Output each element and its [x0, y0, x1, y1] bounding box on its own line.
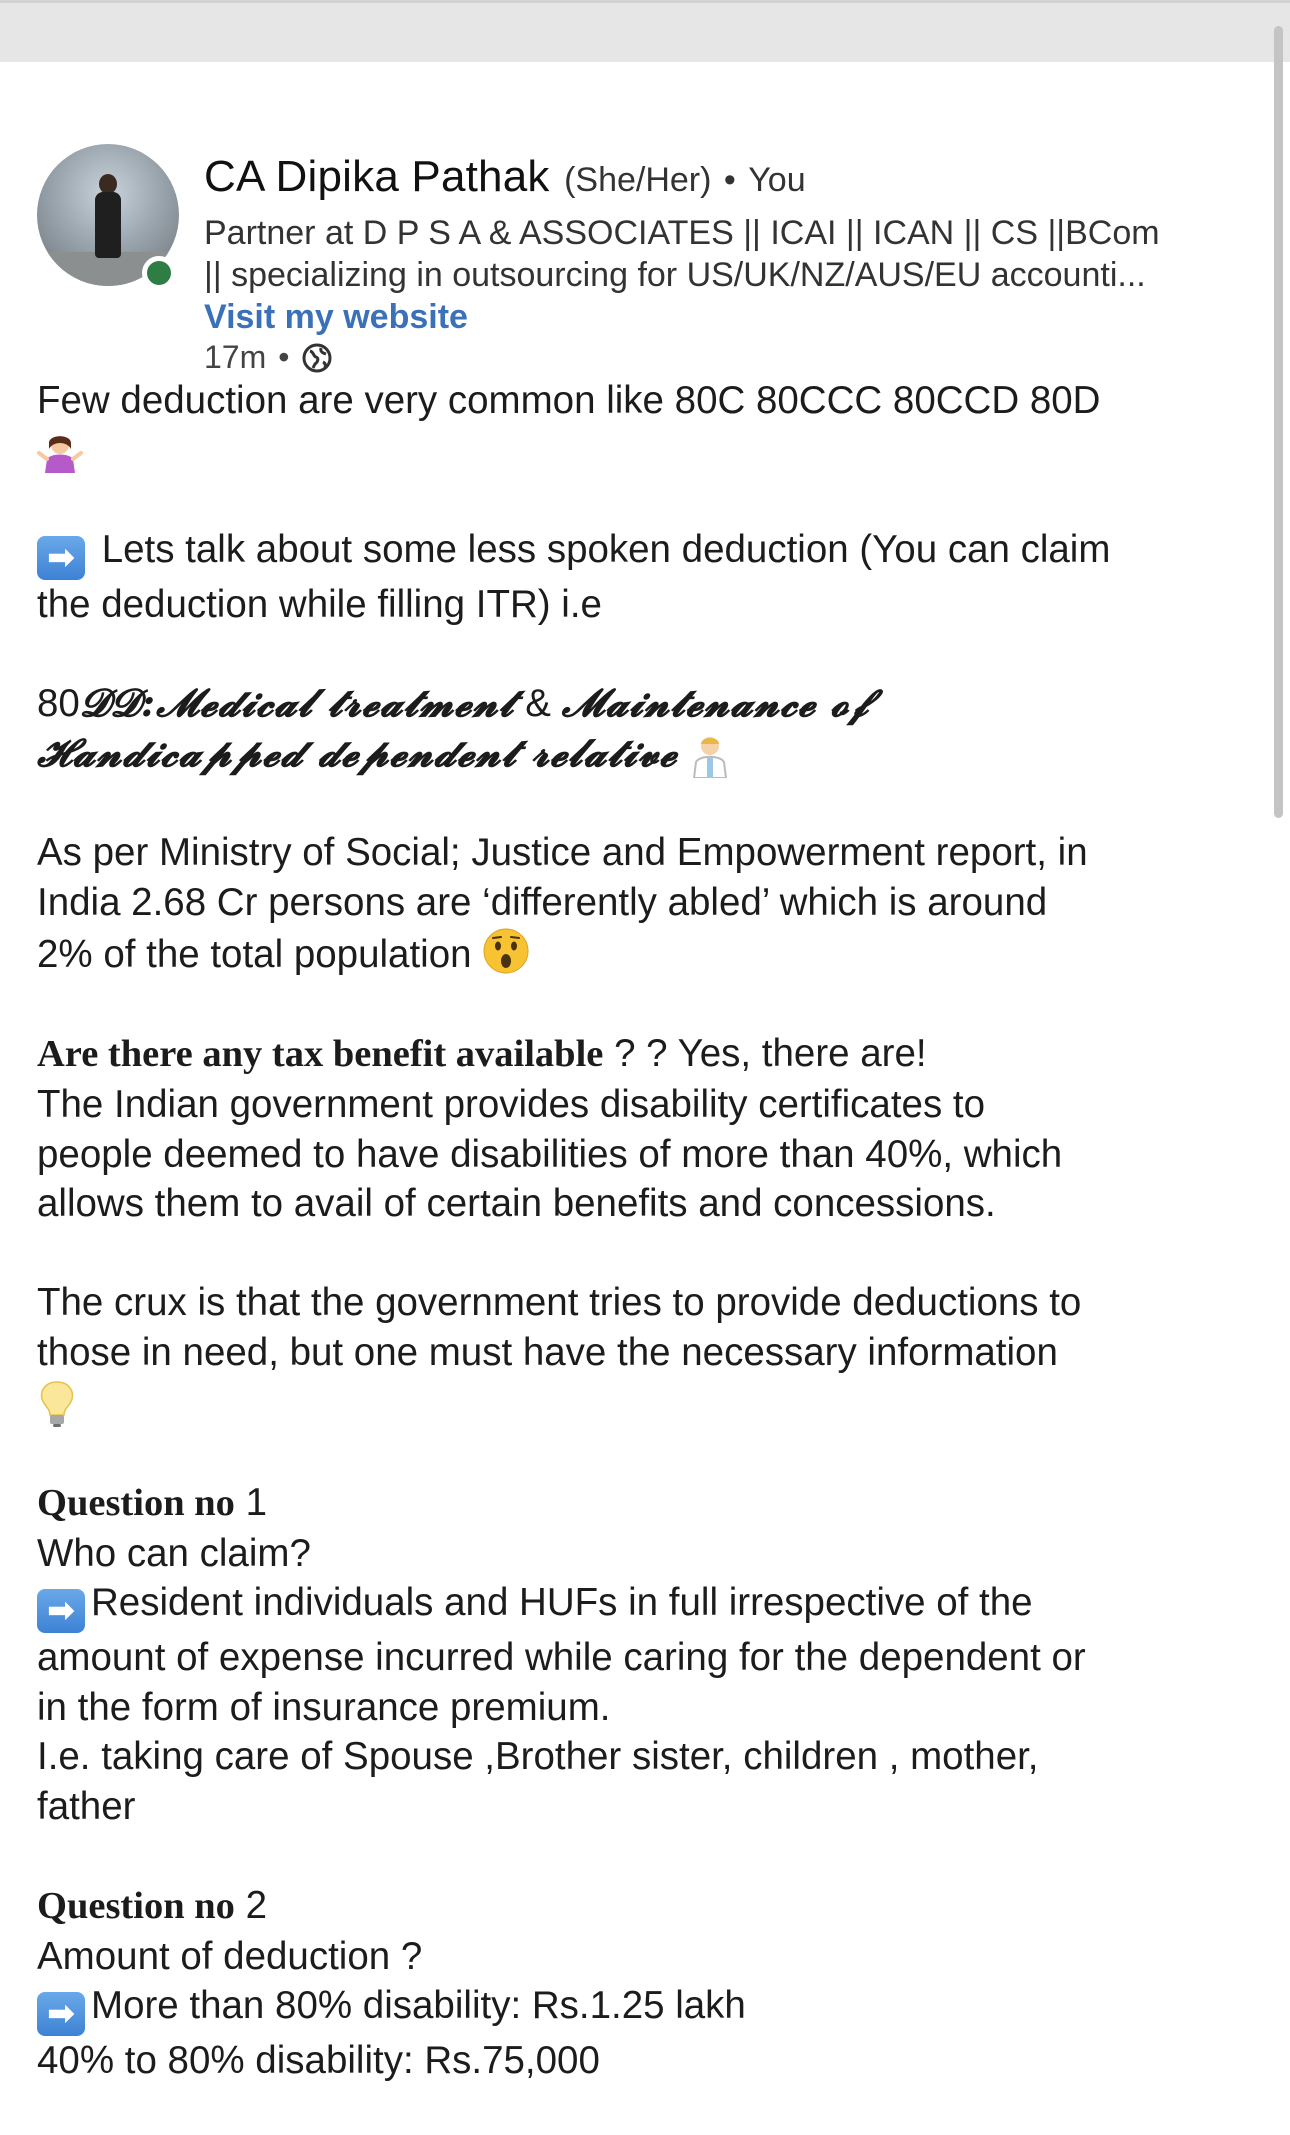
health-worker-emoji-icon [688, 732, 732, 778]
body-line: The crux is that the government tries to provide deductions to [37, 1281, 1082, 1325]
author-name[interactable]: CA Dipika Pathak [204, 152, 550, 201]
body-line [37, 927, 1267, 980]
headline-line-2: || specializing in outsourcing for US/UK/NZ/AUS/EU accounti... [204, 256, 1146, 294]
body-line: those in need, but one must have the necessary information [37, 1330, 1058, 1374]
arrow-right-icon: ➡ [37, 536, 85, 580]
bold-question: Are there any tax benefit available [37, 1033, 604, 1076]
online-status-dot [142, 256, 176, 290]
globe-icon [301, 342, 333, 374]
body-text-span: 2% of the total population [37, 933, 472, 977]
post-body [37, 376, 1267, 2135]
bold-question-label: Question no [37, 1884, 235, 1927]
body-line [37, 1378, 1267, 1429]
body-line: As per Ministry of Social; Justice and Empowerment report, in [37, 831, 1088, 875]
body-line: Few deduction are very common like 80C 80CCC 80CCD 80D [37, 379, 1101, 422]
body-line [37, 1478, 1267, 1529]
visit-website-link[interactable]: Visit my website [204, 298, 468, 336]
headline-line-1: Partner at D P S A & ASSOCIATES || ICAI || ICAN || CS ||BCom [204, 214, 1160, 252]
top-bar [0, 0, 1290, 62]
post-meta [204, 339, 333, 376]
paragraph-crux [37, 1278, 1267, 1428]
paragraph-tax-benefit [37, 1029, 1267, 1228]
author-separator: • [723, 161, 736, 199]
shrug-emoji-icon [37, 429, 83, 475]
body-line: allows them to avail of certain benefits and concessions. [37, 1182, 996, 1226]
body-line: I.e. taking care of Spouse ,Brother sister, children , mother, [37, 1735, 1039, 1779]
paragraph-less-spoken [37, 525, 1267, 629]
paragraph-statistics [37, 828, 1267, 980]
body-line [37, 1578, 1267, 1633]
post-card [0, 62, 1290, 2130]
meta-separator: • [278, 339, 290, 375]
body-line: India 2.68 Cr persons are ‘differently abled’ which is around [37, 880, 1048, 924]
avatar-figure-head [99, 174, 117, 194]
body-line [37, 426, 1267, 476]
body-text-span: ? ? Yes, there are! [603, 1032, 927, 1076]
body-line [37, 1029, 1267, 1080]
paragraph-80dd-title [37, 679, 1267, 778]
section-prefix: 80 [37, 682, 80, 725]
arrow-right-icon: ➡ [37, 1992, 85, 2036]
avatar-figure-body [95, 192, 121, 258]
body-line: the deduction while filling ITR) i.e [37, 582, 602, 626]
bold-question-label: Question no [37, 1481, 235, 1524]
body-line: amount of expense incurred while caring for the dependent or [37, 1635, 1086, 1679]
body-line [37, 525, 1267, 580]
title-ampersand: & [514, 682, 562, 725]
body-text-span: Resident individuals and HUFs in full irrespective of the [91, 1581, 1033, 1625]
body-text-span: More than 80% disability: Rs.1.25 lakh [91, 1984, 746, 2028]
light-bulb-emoji-icon [37, 1380, 77, 1428]
author-line [204, 152, 806, 202]
body-text-span: Lets talk about some less spoken deduction (You can claim [101, 528, 1111, 572]
author-pronouns: (She/Her) [564, 161, 712, 199]
body-line: father [37, 1784, 136, 1828]
fancy-title-part-2: 𝓜𝓪𝓲𝓷𝓽𝓮𝓷𝓪𝓷𝓬𝓮 𝓸𝓯 [561, 681, 870, 726]
fancy-title-part-1: 𝓓𝓓:𝓜𝓮𝓭𝓲𝓬𝓪𝓵 𝓽𝓻𝓮𝓪𝓽𝓶𝓮𝓷𝓽 [79, 681, 515, 726]
author-relation: You [748, 161, 806, 199]
paragraph-question-2 [37, 1881, 1267, 2086]
question-number: 2 [234, 1883, 268, 1927]
post-time: 17m [204, 339, 267, 375]
body-line [37, 1881, 1267, 1932]
body-line: Amount of deduction ? [37, 1934, 423, 1978]
surprised-face-emoji-icon [482, 927, 530, 975]
arrow-right-icon: ➡ [37, 1589, 85, 1633]
post-header [37, 110, 1267, 375]
body-line [37, 1981, 1267, 2036]
body-line [37, 729, 1267, 779]
body-line: The Indian government provides disability certificates to [37, 1082, 986, 1126]
paragraph-common-deductions [37, 376, 1267, 475]
fancy-title-part-3: 𝓗𝓪𝓷𝓭𝓲𝓬𝓪𝓹𝓹𝓮𝓭 𝓭𝓮𝓹𝓮𝓷𝓭𝓮𝓷𝓽 𝓻𝓮𝓵𝓪𝓽𝓲𝓿𝓮 [37, 730, 678, 776]
body-line: 40% to 80% disability: Rs.75,000 [37, 2038, 600, 2082]
author-headline [204, 212, 1264, 296]
paragraph-question-1 [37, 1478, 1267, 1831]
body-line: in the form of insurance premium. [37, 1685, 611, 1729]
body-line [37, 679, 1267, 729]
body-line: people deemed to have disabilities of more than 40%, which [37, 1132, 1063, 1176]
body-line: Who can claim? [37, 1531, 311, 1575]
question-number: 1 [234, 1480, 268, 1524]
